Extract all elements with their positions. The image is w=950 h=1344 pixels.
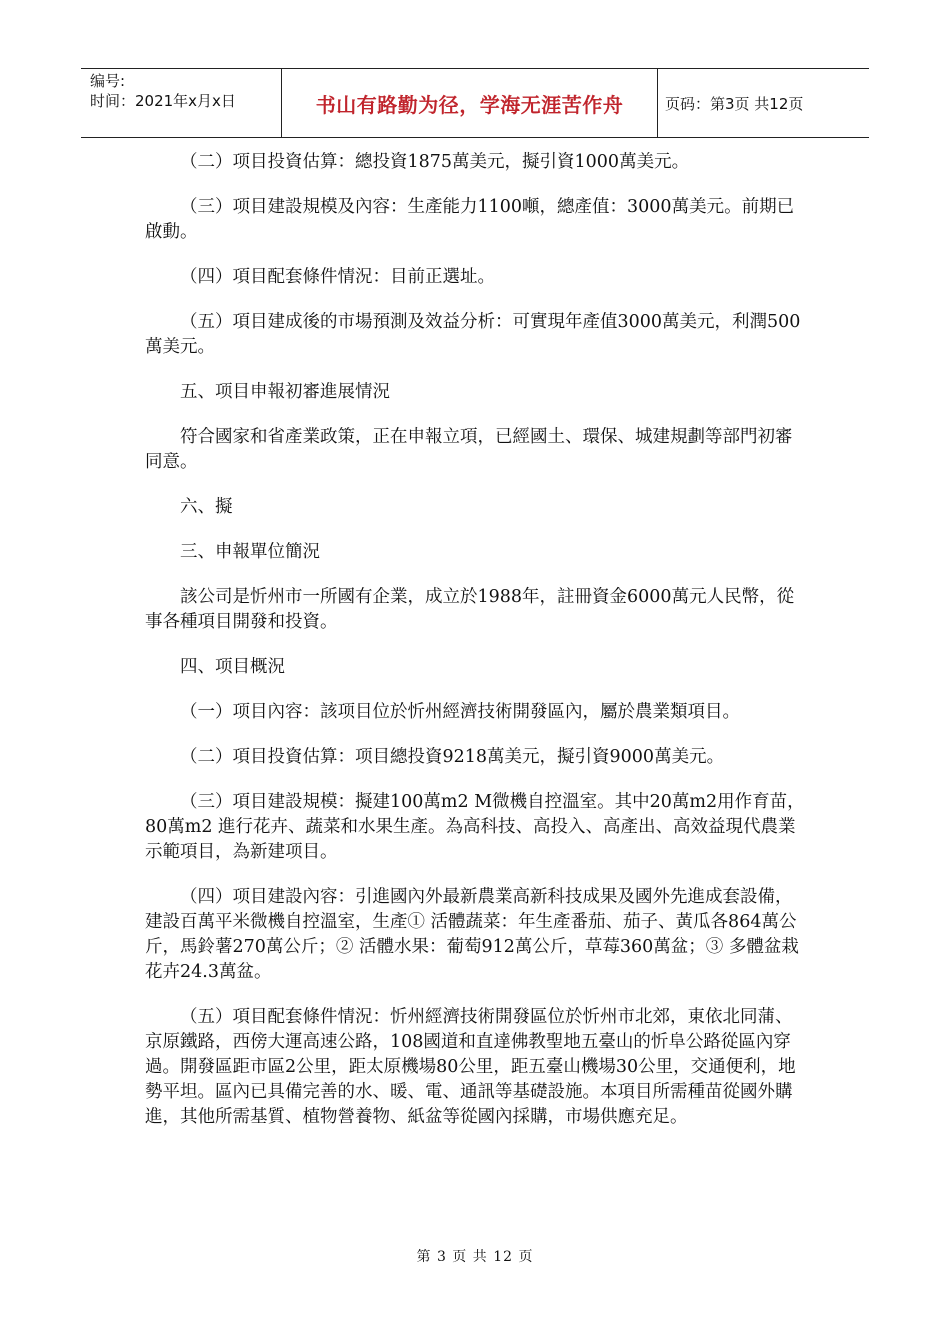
paragraph: （五）項目配套條件情況：忻州經濟技術開發區位於忻州市北郊，東依北同蒲、京原鐵路，西傍大運高速公路，108國道和直達佛教聖地五臺山的忻阜公路從區內穿過。開發區距市區2公里，距太原機場80公里，距五臺山機場30公里，交通便利，地勢平坦。區內已具備完善的水、暖、電、通訊等基礎設施。本項目所需種苗從國外購進，其他所需基質、植物營養物、紙盆等從國內採購，市場供應充足。 — [145, 1007, 796, 1127]
header-motto: 书山有路勤为径，学海无涯苦作舟 — [282, 69, 658, 137]
document-body — [145, 150, 807, 1150]
header-meta — [81, 69, 282, 137]
paragraph: （四）項目配套條件情況：目前正選址。 — [180, 267, 495, 287]
paragraph: （二）項目投資估算：项目總投資9218萬美元，擬引資9000萬美元。 — [180, 747, 725, 767]
paragraph: （一）项目內容：該项目位於忻州經濟技術開發區內，屬於農業類項目。 — [180, 702, 740, 722]
section-heading: 三、申報單位簡況 — [180, 542, 320, 562]
paragraph: （二）项目投資估算：總投資1875萬美元，擬引資1000萬美元。 — [180, 152, 690, 172]
paragraph: （四）项目建設內容：引進國內外最新農業高新科技成果及國外先進成套設備，建設百萬平米微機自控溫室，生產① 活體蔬菜：年生產番茄、茄子、黃瓜各864萬公斤，馬鈴薯270萬公斤；② 活體水果：葡萄912萬公斤，草莓360萬盆；③ 多體盆栽花卉24.3萬盆。 — [145, 887, 799, 982]
section-heading: 五、项目申報初審進展情況 — [180, 382, 390, 402]
paragraph: 該公司是忻州市一所國有企業，成立於1988年，註冊資金6000萬元人民幣，從事各種項目開發和投資。 — [145, 587, 795, 632]
header-page-code: 页码：第3页 共12页 — [665, 94, 804, 113]
document-date: 时间：2021年x月x日 — [90, 92, 236, 110]
paragraph: 符合國家和省產業政策，正在申報立項，已經國土、環保、城建規劃等部門初審同意。 — [145, 427, 793, 472]
section-heading: 四、项目概況 — [180, 657, 285, 677]
page-header — [81, 68, 869, 138]
section-heading: 六、擬 — [180, 497, 233, 517]
paragraph: （五）項目建成後的市場預測及效益分析：可實現年產值3000萬美元，利潤500萬美元。 — [145, 312, 801, 357]
page-footer: 第 3 页 共 12 页 — [416, 1249, 534, 1265]
paragraph: （三）项目建設規模及內容：生產能力1100噸，總產值：3000萬美元。前期已啟動。 — [145, 197, 795, 242]
document-number-label: 编号: — [90, 72, 126, 90]
paragraph: （三）項目建設規模：擬建100萬m2 M微機自控溫室。其中20萬m2用作育苗，80萬m2 進行花卉、蔬菜和水果生產。為高科技、高投入、高產出、高效益現代農業示範項目，為新建项目。 — [145, 792, 805, 862]
